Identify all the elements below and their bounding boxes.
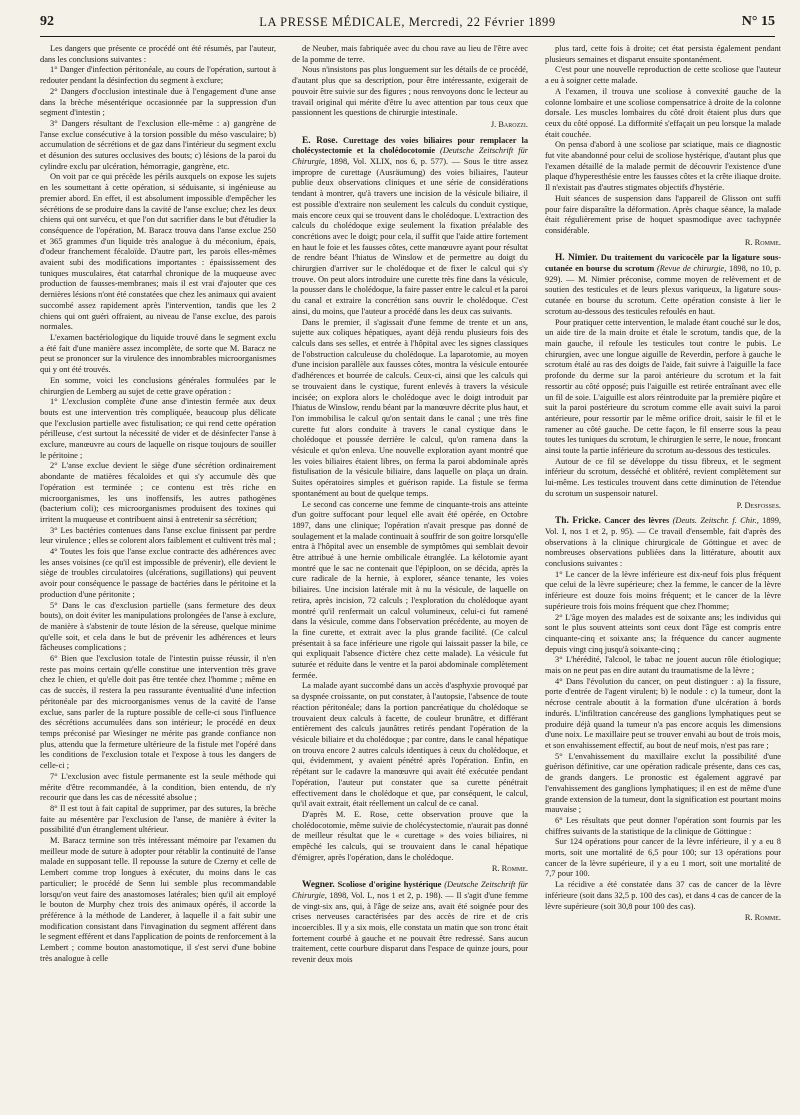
article-source: (Deutsche Zeitschrift für Chirurgie, <box>292 880 528 900</box>
text-paragraph <box>545 570 781 613</box>
article-author: Th. Fricke. <box>555 516 601 527</box>
text-paragraph <box>292 500 528 682</box>
paragraph-text: 7° L'exclusion avec fistule permanente est la seule méthode qui mérite d'être recommandée, à la condition, bien entendu, de n'y recourir que dans les cas de nécessité absolue ; <box>40 771 276 803</box>
text-paragraph <box>40 397 276 461</box>
paragraph-text: Les dangers que présente ce procédé ont été résumés, par l'auteur, dans les conclusions suivantes : <box>40 44 276 64</box>
article-author: E. Rose. <box>302 135 338 146</box>
paragraph-text: 8° Il est tout à fait capital de supprimer, par des sutures, la brèche faite au mésentère par l'exclusion de l'anse, de manière à éviter la possibilité d'un étranglement ultérieur. <box>40 803 276 835</box>
text-paragraph <box>40 333 276 376</box>
paragraph-text: En somme, voici les conclusions générales formulées par le chirurgien de Lemberg au sujet de cette grave opération : <box>40 375 276 396</box>
paragraph-text: On pensa d'abord à une scoliose par sciatique, mais ce diagnostic fut vite abandonné pour celui de scoliose hystérique, d'autant plus que l'examen détaillé de la malade permit de découvrir l'existence d'une plaque d'hyperesthésie entre les fausses côtes et la crête iliaque droite. Il n'existait pas d'autres stigmates objectifs d'hystérie. <box>545 140 781 193</box>
text-paragraph <box>545 613 781 656</box>
journal-title: LA PRESSE MÉDICALE, Mercredi, 22 Février 1899 <box>259 15 556 29</box>
article-source: (Deuts. Zeitschr. f. Chir., <box>672 516 759 526</box>
paragraph-text: 1° L'exclusion complète d'une anse d'intestin fermée aux deux bouts est une intervention très compliquée, beaucoup plus délicate que l'exclusion partielle avec fistulisation; ce qui rend cette opération périlleuse, c'est surtout la nécessité de vider et de désinfecter l'anse à exclure, manœuvre au cours de laquelle on risque toujours de souiller le péritoine ; <box>40 397 276 460</box>
paragraph-text: 1° Danger d'infection péritonéale, au cours de l'opération, surtout à redouter pendant la désinfection du segment à exclure; <box>40 65 276 86</box>
text-paragraph <box>40 44 276 65</box>
paragraph-text: Dans le premier, il s'agissait d'une femme de trente et un ans, sujette aux coliques hépatiques, ayant déjà rendu plusieurs fois des calculs dans ses selles, et entrée à l'hôpital avec les signes classiques de l'obstruction calculeuse du cholédoque. La laparotomie, au moyen d'une incision parallèle aux fausses côtes, montra la vésicule entourée d'adhérences et bourrée de calculs. Ceux-ci, ainsi que les calculs qui se trouvaient dans le cystique, furent enlevés à travers la vésicule incisée; on explora alors le cholédoque avec le doigt introduit par l'hiatus de Winslow, rendu béant par la manœuvre décrite plus haut, et l'on immobilisa le calcul qu'on sentait dans le canal ; une très fine curette fut alors conduite à travers le canal cystique dans le cholédoque et poussée derrière le calcul, qu'on ramena dans la vésicule et qu'on enleva. Une nouvelle exploration ayant montré que les voies biliaires étaient libres, on ferma la paroi abdominale après fistulisation de la vésicule biliaire, dans laquelle on plaça un drain. Suites opératoires simples et guérison rapide. La fistule se ferma spontanément au bout de quelque temps. <box>292 317 528 498</box>
article-title: Scoliose d'origine hystérique <box>337 880 442 890</box>
text-paragraph <box>292 681 528 809</box>
article-author: Wegner. <box>302 880 335 891</box>
article-heading-paragraph <box>545 253 781 317</box>
text-paragraph <box>545 655 781 676</box>
paragraph-text: M. Baracz termine son très intéressant mémoire par l'examen du meilleur mode de suture à adopter pour rétablir la continuité de l'anse malade en supposant telle. Il repousse la suture de Czerny et celle de Lembert comme trop longues à exécuter, du moins dans le cas particulier; le procédé de Senn lui semble plus recommandable lorsqu'on veut faire des anastomoses latérales; bien qu'il ait employé le bouton de Murphy chez trois des animaux opérés, il accorde la préférence à la méthode de Landerer, à laquelle il a fait subir une modification consistant dans l'invagination du segment afférent dans le segment efférent et dans l'application de points de renforcement à la Lembert ; comme bouton anastomotique, il s'est servi d'une bobine très analogue à celle <box>40 836 276 963</box>
text-paragraph <box>292 318 528 500</box>
paragraph-text: D'après M. E. Rose, cette observation prouve que la cholédocotomie, même suivie de cholécystectomie, n'aurait pas donné de meilleur résultat que le « curettage » des voies biliaires, ni empêché les calculs, qui se trouvaient dans le canal hépatique d'émigrer, après l'opération, dans le cholédoque. <box>292 809 528 862</box>
article-title: Du traitement du varicocèle par la ligature sous-cutanée en bourse du scrotum <box>545 253 781 274</box>
text-paragraph <box>545 318 781 457</box>
text-paragraph <box>40 601 276 655</box>
paragraph-text: Autour de ce fil se développe du tissu fibreux, et le segment inférieur du scrotum, desséché et oblitéré, revient complètement sur lui-même. Les testicules trouvent dans cette diminution de l'étendue du scrotum un suspensoir naturel. <box>545 456 781 498</box>
article-author: H. Nimier. <box>555 253 598 264</box>
article-title: Curettage des voies biliaires pour remplacer la cholécystectomie et la cholédocotomie <box>292 135 528 156</box>
paragraph-text: 1898, no 10, p. 929). — M. Nimier préconise, comme moyen de relèvement et de soutien des testicules et de leurs plexus variqueux, la ligature sous-cutanée en bourse du scrotum. Cette opération consiste à lier le scrotum au-dessous des testicules refoulés en haut. <box>545 264 781 316</box>
text-paragraph <box>292 810 528 864</box>
author-signature: R. Romme. <box>744 237 781 247</box>
article-heading-paragraph <box>545 516 781 570</box>
page-header <box>40 14 775 36</box>
column-1 <box>40 44 276 1104</box>
paragraph-text: 4° Toutes les fois que l'anse exclue contracte des adhérences avec les anses voisines (ce qu'il est impossible de prévenir), elle devient le siège de troubles circulatoires (ulcérations, sugillations) qui peuvent avoir pour conséquence le passage de bactéries dans le péritoine et la production d'une péritonite ; <box>40 547 276 599</box>
text-paragraph <box>40 836 276 964</box>
paragraph-text: A l'examen, il trouva une scoliose à convexité gauche de la colonne lombaire et une scoliose compensatrice à droite de la colonne dorsale. Les muscles lombaires du côté droit étaient plus durs que ceux du côté opposé. La difformité s'effaçait un peu lorsque la malade était couchée. <box>545 86 781 139</box>
text-paragraph <box>40 87 276 119</box>
text-paragraph <box>40 65 276 86</box>
author-signature: R. Romme. <box>744 913 781 923</box>
article-heading-paragraph <box>292 880 528 966</box>
text-paragraph <box>40 804 276 836</box>
paragraph-text: 1899, Vol. I, nos 1 et 2, p. 95). — Ce travail d'ensemble, fait d'après des observations à la clinique chirurgicale de Göttingue et avec de nombreuses observations publiées dans la littérature, aboutit aux conclusions suivantes : <box>545 516 781 569</box>
author-signature: R. Romme. <box>491 864 528 874</box>
article-source: (Revue de chirurgie, <box>656 264 727 274</box>
column-2 <box>292 44 528 1104</box>
paragraph-text: 1° Le cancer de la lèvre inférieure est dix-neuf fois plus fréquent que celui de la lèvre supérieure; chez la femme, le cancer de la lèvre inférieure est douze fois moins fréquent; et le cancer de la lèvre supérieure trois fois moins fréquent que chez l'homme; <box>545 569 781 611</box>
text-paragraph <box>545 837 781 880</box>
text-paragraph <box>40 172 276 333</box>
text-paragraph <box>545 677 781 752</box>
paragraph-text: C'est pour une nouvelle reproduction de cette scoliose que l'auteur a eu à soigner cette malade. <box>545 65 781 86</box>
text-paragraph <box>40 376 276 397</box>
paragraph-text: La malade ayant succombé dans un accès d'asphyxie provoqué par sa dyspnée croissante, on put constater, à l'autopsie, l'absence de toute réaction péritonéale; dans la portion pancréatique du cholédoque se trouvaient deux calculs à facette, de couleur brunâtre, et différant entièrement des calculs jaunâtres retirés pendant l'opération de la vésicule biliaire et du cholédoque ; par contre, dans le canal hépatique on trouva encore 2 autres calculs identiques à ceux du cholédoque, et qui, évidemment, y avaient pénétré après l'opération. Enfin, en répétant sur le cadavre la manœuvre qui avait été exécutée pendant l'opération, l'auteur put constater que sa curette pénétrait effectivement dans le cholédoque et que, par conséquent, le calcul, qu'il avait extrait, était réellement un calcul de ce canal. <box>292 681 528 809</box>
paragraph-text: Le second cas concerne une femme de cinquante-trois ans atteinte d'un goitre suffocant pour lequel elle avait été opérée, en Octobre 1897, dans une clinique; l'opération n'avait presque pas donné de soulagement et la malade continuait à souffrir de son goitre lorsqu'elle entra à l'hôpital avec un ensemble de symptômes qui semblait devoir être attribué à une hernie ombilicale étranglée. La kélotomie ayant montré que le sac ne contenait que l'épiploon, on se décida, après la cure radicale de la hernie, à explorer, séance tenante, les voies biliaires. Une incision latérale mit à nu la vésicule, de laquelle on retira, après incision, 72 calculs ; l'exploration du cholédoque ayant montré qu'il renfermait un calcul volumineux, celui-ci fut ramené dans la vésicule, comme dans l'observation précédente, au moyen de la fine curette, et extrait avec la plus grande facilité. (Ce calcul présentait à sa face inférieure une rigole qui laissait passer la bile, ce qui expliquait l'absence d'ictère chez cette malade). La vésicule fut suturée et réduite dans le ventre et la paroi abdominale complètement fermée. <box>292 499 528 680</box>
paragraph-text: La récidive a été constatée dans 37 cas de cancer de la lèvre inférieure (soit dans 32,5 p. 100 des cas), et dans 4 cas de cancer de la lèvre supérieure (soit 30,8 pour 100 des cas). <box>545 880 781 911</box>
column-3 <box>545 44 781 1104</box>
paragraph-text: 2° L'anse exclue devient le siège d'une sécrétion ordinairement abondante de matières fécaloïdes et qui s'y accumule dès que l'opération est terminée ; ce contenu est très riche en microorganismes, les uns inoffensifs, les autres pathogènes (bacterium coli); ces microorganismes produisent des toxines qui irritent la muqueuse et contribuent ainsi à entretenir sa sécrétion; <box>40 461 276 524</box>
paragraph-text: 1898, Vol. L, nos 1 et 2, p. 198). — Il s'agit d'une femme de vingt-six ans, qui, à l'âge de seize ans, avait été soignée pour des crises nerveuses caractérisées par des accès de rire et de cris incoercibles. Il y a six mois, elle constata un matin que son tronc était fortement courbé à gauche et ne pouvait être redressé. Sans aucun traitement, cette courbure disparut dans l'espace de quinze jours, pour revenir deux mois <box>292 890 528 965</box>
text-paragraph <box>40 526 276 547</box>
paragraph-text: de Neuber, mais fabriquée avec du chou rave au lieu de l'être avec de la pomme de terre. <box>292 44 528 64</box>
paragraph-text: 5° Dans le cas d'exclusion partielle (sans fermeture des deux bouts), on doit éviter les manipulations prolongées de l'anse à exclure, de manière à s'abstenir de toute lésion de la séreuse, quelque minime qu'elle soit, et cela dans le but de prévenir les adhérences et leurs fâcheuses complications ; <box>40 600 276 653</box>
paragraph-text: 5° L'envahissement du maxillaire exclut la possibilité d'une guérison définitive, car une opération radicale présente, dans ces cas, de grands dangers. Le pronostic est également aggravé par l'envahissement des ganglions lymphatiques; il en est de même d'une grande extension de la tumeur, dont la signification est pourtant moins mauvaise ; <box>545 751 781 815</box>
text-paragraph <box>40 461 276 525</box>
paragraph-text: On voit par ce qui précède les périls auxquels on expose les sujets en les soumettant à cette opération, si séduisante, si ingénieuse au premier abord. En effet, il est absolument impossible d'empêcher les sécrétions de se produire dans la cavité de l'anse exclue; chez les deux chiens qui ont survécu, et que l'on dut sacrifier dans le but d'étudier la conséquence de l'opération, M. Baracz trouva dans l'anse exclue 250 et 365 grammes d'un liquide très analogue à du méconium, épais, d'odeur franchement fécaloïde. D'autre part, les parois elles-mêmes avaient subi des modifications importantes : épaississement des tuniques musculaires, état catarrhal chronique de la muqueuse avec production de fausses-membranes; mais il est vrai d'ajouter que ces dernières lésions n'ont été constatées que chez les animaux qui avaient succombé assez rapidement après l'intervention, tandis que les 2 chiens qui ont guéri offraient, au niveau de l'anse exclue, des parois normales. <box>40 172 276 332</box>
text-paragraph <box>545 880 781 912</box>
paragraph-text: 4° Dans l'évolution du cancer, on peut distinguer : a) la fissure, porte d'entrée de l'agent virulent; b) le nodule : c) la tumeur, dont la nécrose centrale aboutit à la formation d'une ulcération à bords indurés. L'infiltration cancéreuse des ganglions lymphatiques peut se produire déjà quand la tumeur n'a pas encore acquis les dimensions d'une noix. Le maxillaire peut se trouver envahi au bout de trois mois, et son envahissement effectif, au bout de neuf mois, n'est pas rare ; <box>545 676 781 750</box>
text-paragraph <box>545 44 781 65</box>
header-rule <box>40 36 775 37</box>
text-paragraph <box>40 119 276 173</box>
text-paragraph <box>40 654 276 772</box>
text-paragraph <box>545 194 781 237</box>
issue-number: N° 15 <box>741 14 775 29</box>
text-paragraph <box>545 816 781 837</box>
paragraph-text: plus tard, cette fois à droite; cet état persista également pendant plusieurs semaines et disparut ensuite spontanément. <box>545 44 781 64</box>
paragraph-text: Nous n'insistons pas plus longuement sur les détails de ce procédé, d'autant plus que sa description, pour être intéressante, exigerait de pouvoir être suivie sur des figures ; nous renvoyons donc le lecteur au travail original qui mérite d'être lu avec attention par tous ceux que passionnent les questions de chirurgie intestinale. <box>292 65 528 118</box>
paragraph-text: 6° Les résultats que peut donner l'opération sont fournis par les chiffres suivants de la statistique de la clinique de Göttingue : <box>545 815 781 836</box>
text-paragraph <box>40 772 276 804</box>
paragraph-text: 3° Les bactéries contenues dans l'anse exclue finissent par perdre leur virulence ; elles se colorent alors faiblement et cultivent très mal ; <box>40 525 276 546</box>
paragraph-text: 6° Bien que l'exclusion totale de l'intestin puisse réussir, il n'en reste pas moins certain qu'elle constitue une intervention très grave chez le chien, et qu'elle doit pas être tentée chez l'homme ; même en cas de succès, il restera la peu rassurante éventualité d'une infection péritonéale par des microorganismes venus de la cavité de l'anse exclue, sans parler de la rupture possible de celle-ci sous l'influence des sécrétions accumulées dans son intérieur; le procédé en deux temps préconisé par Wiesinger ne mérite pas grande confiance non plus, attendu que la fermeture ultérieure de la fistule met l'opéré dans les conditions de l'exclusion totale et l'expose à tous les dangers de celle-ci ; <box>40 654 276 771</box>
text-paragraph <box>40 547 276 601</box>
paragraph-text: 2° L'âge moyen des malades est de soixante ans; les individus qui sont le plus souvent atteints sont ceux dont l'âge est compris entre cinquante-cinq et soixante ans; la fréquence du cancer augmente depuis vingt cinq jusqu'à soixante-cinq ; <box>545 612 781 654</box>
text-paragraph <box>545 457 781 500</box>
article-title: Cancer des lèvres <box>604 516 670 526</box>
author-signature: J. Barozzi. <box>490 119 528 129</box>
paragraph-text: Huit séances de suspension dans l'appareil de Glisson ont suffi pour faire disparaître la déformation. Après chaque séance, la malade était régulièrement prise de hoquet spasmodique avec tachypnée considérable. <box>545 193 781 235</box>
paragraph-text: Sur 124 opérations pour cancer de la lèvre inférieure, il y a eu 8 morts, soit une mortalité de 6,5 pour 100; sur 13 opérations pour cancer de la lèvre supérieure, il y a eu 1 mort, soit une mortalité de 7,7 pour 100. <box>545 837 781 879</box>
article-source: (Deutsche Zeitschrift für Chirurgie, <box>292 146 528 167</box>
page-number: 92 <box>40 14 54 29</box>
text-paragraph <box>545 87 781 141</box>
article-heading-paragraph <box>292 136 528 318</box>
text-paragraph <box>545 752 781 816</box>
text-paragraph <box>292 65 528 119</box>
text-paragraph <box>292 44 528 65</box>
paragraph-text: L'examen bactériologique du liquide trouvé dans le segment exclu a été fait d'une manière assez incomplète, de sorte que M. Baracz ne peut se prononcer sur la virulence des innombrables microorganismes qui y ont été trouvés. <box>40 332 276 375</box>
paragraph-text: 3° L'hérédité, l'alcool, le tabac ne jouent aucun rôle étiologique; mais on ne peut pas en dire autant du traumatisme de la lèvre ; <box>545 655 781 676</box>
author-signature: P. Desfosses. <box>736 500 781 510</box>
paragraph-text: 1898, Vol. XLIX, nos 6, p. 577). — Sous le titre assez impropre de curettage (Ausräumung) des voies biliaires, l'auteur publie deux observations cliniques et une série de considérations tendant à montrer, qu'à travers une incision de la vésicule biliaire, il est possible d'extraire non seulement les calculs du conduit cystique, mais encore ceux qui se trouvent dans le cholédoque. L'extraction des calculs du cholédoque exige seulement la fixation préalable des concrétions avec le doigt; pour cela, il suffit que l'aide attire fortement en haut le foie et les fausses côtes, cette manœuvre ayant pour résultat de rendre béant l'hiatus de Winslow et de permettre au doigt du chirurgien d'arriver sur le cholédoque et de fixer le calcul qui s'y trouve. On peut alors introduire une curette très fine dans la vésicule, la pousser dans le cholédoque, la faire passer entre le calcul et la paroi du canal et extraire la concrétion sans ouvrir le cholédoque. C'est ainsi, du moins, que l'auteur a procédé dans les deux cas suivants. <box>292 157 528 316</box>
paragraph-text: Pour pratiquer cette intervention, le malade étant couché sur le dos, un aide tire de la main droite et étale le scrotum, tandis que, de la main gauche, il refoule les testicules tout contre le pubis. Le chirurgien, avec une longue aiguille de Reverdin, perfore à gauche le scrotum étalé au ras des doigts de l'aide, fait suivre à l'aiguille la face profonde du derme sur la paroi antérieure du scrotum et la fait ressortir au côté opposé; puis l'aiguille est retirée entraînant avec elle un fil de soie. L'aiguille est alors réintroduite par la première piqûre et suit la paroi postérieure du scrotum comme elle avait suivi la paroi antérieure, pour ressortir par le même orifice droit, saisir le fil et le ramener au côté gauche. De cette façon, le fil enserre sous la peau toutes les tuniques du scrotum, le chirurgien le serre, le noue, froncant ainsi toute la partie inférieure du scrotum au-dessous des testicules. <box>545 317 781 456</box>
text-paragraph <box>545 140 781 194</box>
paragraph-text: 2° Dangers d'occlusion intestinale due à l'engagement d'une anse dans la brèche mésentérique occasionnée par la suppression d'un segment d'intestin ; <box>40 86 276 118</box>
text-paragraph <box>545 65 781 86</box>
paragraph-text: 3° Dangers résultant de l'exclusion elle-même : a) gangrène de l'anse exclue consécutive à la torsion possible du méso vasculaire; b) accumulation de sécrétions et de gaz dans l'intérieur du segment exclu et désunion des sutures occlusives des bouts; c) lésions de la paroi du cylindre exclu par ulcération, hémorragie, gangrène, etc. <box>40 118 276 171</box>
